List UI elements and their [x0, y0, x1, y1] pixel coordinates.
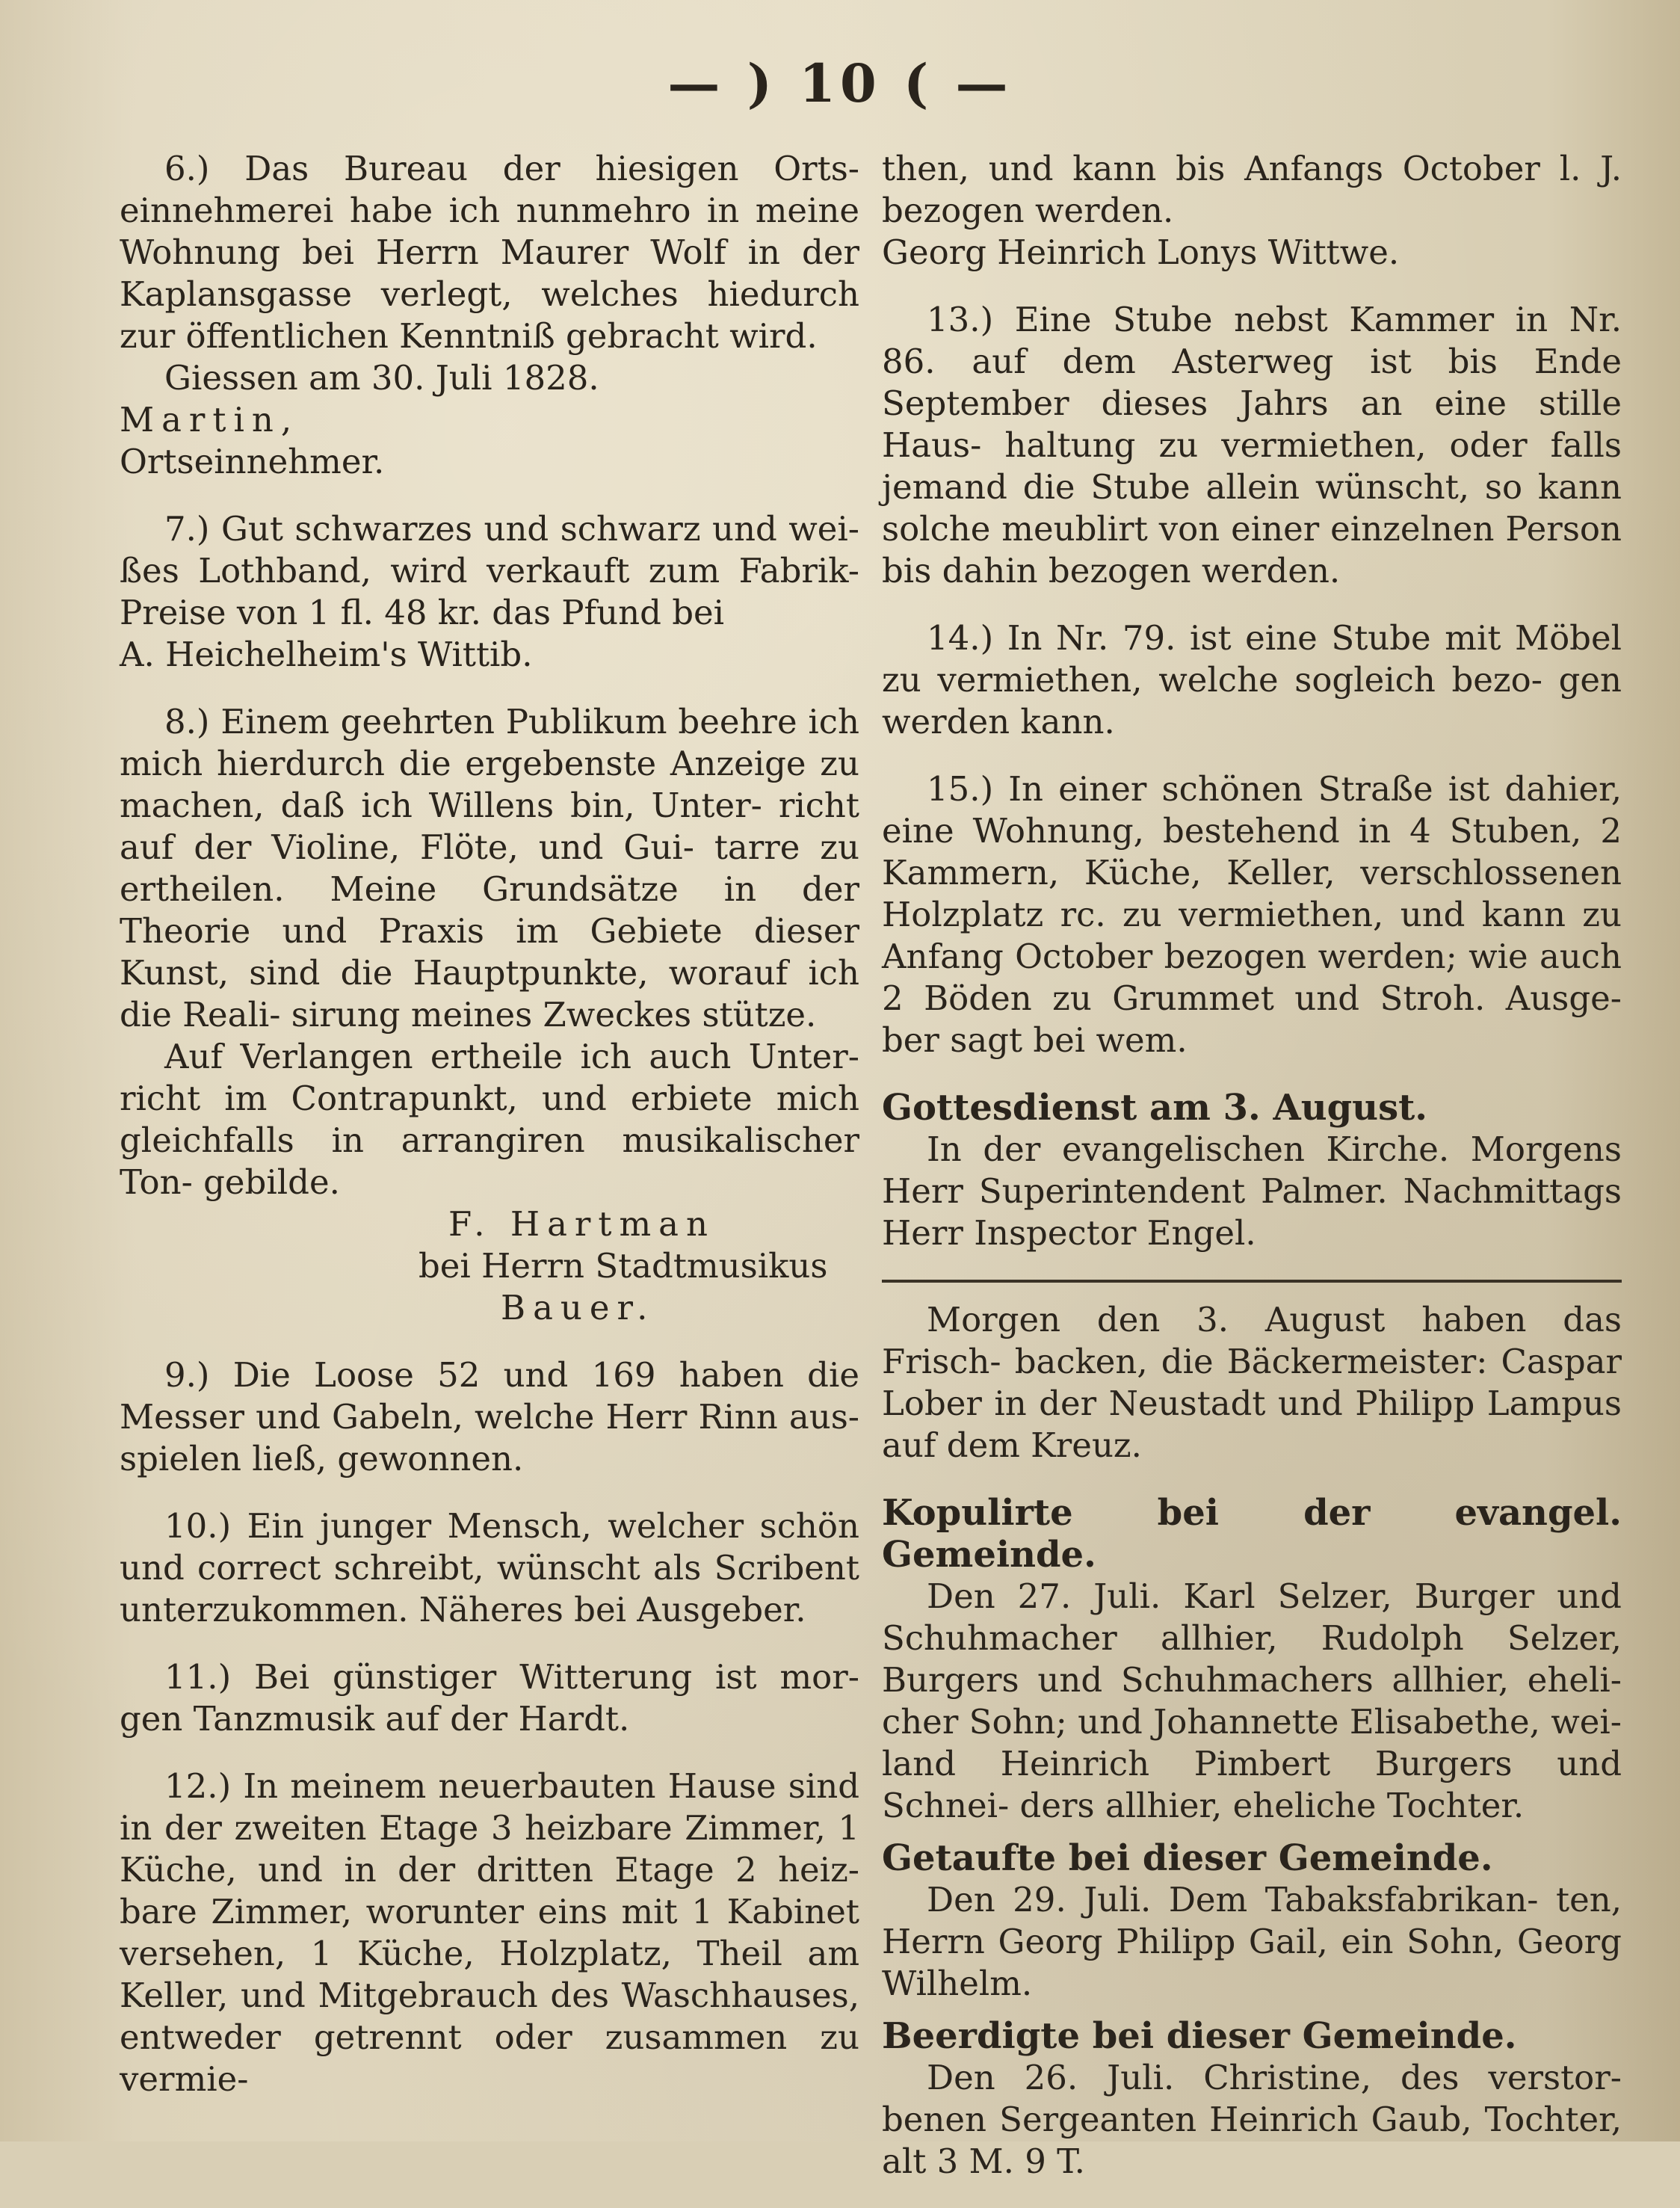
notice-12: [120, 1766, 859, 2100]
notice-10-text: 10.) Ein junger Mensch, welcher schön und correct schreibt, wünscht als Scribent unterzukommen. Näheres bei Ausgeber.: [120, 1506, 859, 1629]
notice-10: [120, 1505, 859, 1631]
notice-13-text: 13.) Eine Stube nebst Kammer in Nr. 86. auf dem Asterweg ist bis Ende September dieses Jahrs an eine stille Haus- haltung zu vermiethen, oder falls jemand die Stube allein wünscht, so kann solche meublirt von einer einzelnen Person bis dahin bezogen werden.: [882, 300, 1622, 590]
notice-6-place-date: Giessen am 30. Juli 1828.: [164, 358, 599, 398]
worship-heading: Gottesdienst am 3. August.: [882, 1087, 1427, 1129]
notice-11-text: 11.) Bei günstiger Witterung ist mor- gen Tanzmusik auf der Hardt.: [120, 1657, 859, 1739]
buried-text: Den 26. Juli. Christine, des verstor- benen Sergeanten Heinrich Gaub, Tochter, alt 3 M. 9 T.: [882, 2058, 1622, 2181]
notice-6-signature-name: Martin,: [120, 400, 300, 440]
buried-section: [882, 2015, 1622, 2183]
notice-12-continued: [882, 148, 1622, 274]
notice-13: [882, 299, 1622, 592]
notice-9: [120, 1354, 859, 1480]
baptized-text: Den 29. Juli. Dem Tabaksfabrikan- ten, Herrn Georg Philipp Gail, ein Sohn, Georg Wilhelm.: [882, 1880, 1622, 2003]
notice-8-text-2: Auf Verlangen ertheile ich auch Unter- richt im Contrapunkt, und erbiete mich gleichfalls in arrangiren musikalischer Ton- gebilde.: [120, 1037, 859, 1202]
notice-12-text: 12.) In meinem neuerbauten Hause sind in der zweiten Etage 3 heizbare Zimmer, 1 Küche, und in der dritten Etage 2 heiz- bare Zimmer, worunter eins mit 1 Kabinet versehen, 1 Küche, Holzplatz, Theil am Keller, und Mitgebrauch des Waschhauses, entweder getrennt oder zusammen zu vermie-: [120, 1766, 859, 2099]
notice-15-text: 15.) In einer schönen Straße ist dahier, eine Wohnung, bestehend in 4 Stuben, 2 Kammern, Küche, Keller, verschlossenen Holzplatz rc. zu vermiethen, und kann zu Anfang October bezogen werden; wie auch 2 Böden zu Grummet und Stroh. Ausge- ber sagt bei wem.: [882, 769, 1622, 1060]
notice-6-text: 6.) Das Bureau der hiesigen Orts- einnehmerei habe ich nunmehro in meine Wohnung bei Herrn Maurer Wolf in der Kaplansgasse verlegt, welches hiedurch zur öffentlichen Kenntniß gebracht wird.: [120, 149, 859, 356]
notice-8-signature-line2: bei Herrn Stadtmusikus: [419, 1246, 828, 1286]
notice-7-signature: A. Heichelheim's Wittib.: [120, 635, 533, 674]
worship-text: In der evangelischen Kirche. Morgens Herr Superintendent Palmer. Nachmittags Herr Inspector Engel.: [882, 1129, 1622, 1253]
notice-12-continued-text: then, und kann bis Anfangs October l. J. bezogen werden.: [882, 149, 1622, 230]
married-heading: Kopulirte bei der evangel. Gemeinde.: [882, 1492, 1622, 1576]
bakers-section: [882, 1299, 1622, 1467]
notice-8: [120, 701, 859, 1329]
notice-6: [120, 148, 859, 483]
notice-15: [882, 768, 1622, 1061]
right-column: [882, 148, 1622, 2208]
worship-section: [882, 1087, 1622, 1254]
notice-11: [120, 1656, 859, 1740]
notice-8-text: 8.) Einem geehrten Publikum beehre ich mich hierdurch die ergebenste Anzeige zu machen, daß ich Willens bin, Unter- richt auf der Violine, Flöte, und Gui- tarre zu ertheilen. Meine Grundsätze in der Theorie und Praxis im Gebiete dieser Kunst, sind die Hauptpunkte, worauf ich die Reali- sirung meines Zweckes stütze.: [120, 702, 859, 1034]
left-column: [120, 148, 859, 2126]
notice-14-text: 14.) In Nr. 79. ist eine Stube mit Möbel zu vermiethen, welche sogleich bezo- gen werden kann.: [882, 618, 1622, 741]
section-divider: [882, 1280, 1622, 1283]
married-section: [882, 1492, 1622, 1827]
baptized-section: [882, 1837, 1622, 2005]
page-number-marker: — ) 10 ( —: [667, 52, 1013, 114]
notice-14: [882, 617, 1622, 743]
notice-9-text: 9.) Die Loose 52 und 169 haben die Messer und Gabeln, welche Herr Rinn aus- spielen ließ, gewonnen.: [120, 1355, 859, 1478]
buried-heading: Beerdigte bei dieser Gemeinde.: [882, 2015, 1517, 2057]
bakers-text: Morgen den 3. August haben das Frisch- backen, die Bäckermeister: Caspar Lober in der Neustadt und Philipp Lampus auf dem Kreuz.: [882, 1300, 1622, 1465]
baptized-heading: Getaufte bei dieser Gemeinde.: [882, 1837, 1493, 1879]
notice-7-text: 7.) Gut schwarzes und schwarz und wei- ßes Lothband, wird verkauft zum Fabrik- Preise von 1 fl. 48 kr. das Pfund bei: [120, 509, 859, 632]
married-text: Den 27. Juli. Karl Selzer, Burger und Schuhmacher allhier, Rudolph Selzer, Burgers und Schuhmachers allhier, eheli- cher Sohn; und Johannette Elisabethe, wei- land Heinrich Pimbert Burgers und Schnei- ders allhier, eheliche Tochter.: [882, 1576, 1622, 1825]
notice-6-signature-title: Ortseinnehmer.: [120, 442, 385, 481]
notice-7: [120, 508, 859, 676]
notice-8-signature-line3: Bauer.: [501, 1288, 655, 1327]
notice-8-signature-name: F. Hartman: [448, 1204, 715, 1244]
notice-12-signature: Georg Heinrich Lonys Wittwe.: [882, 232, 1400, 272]
